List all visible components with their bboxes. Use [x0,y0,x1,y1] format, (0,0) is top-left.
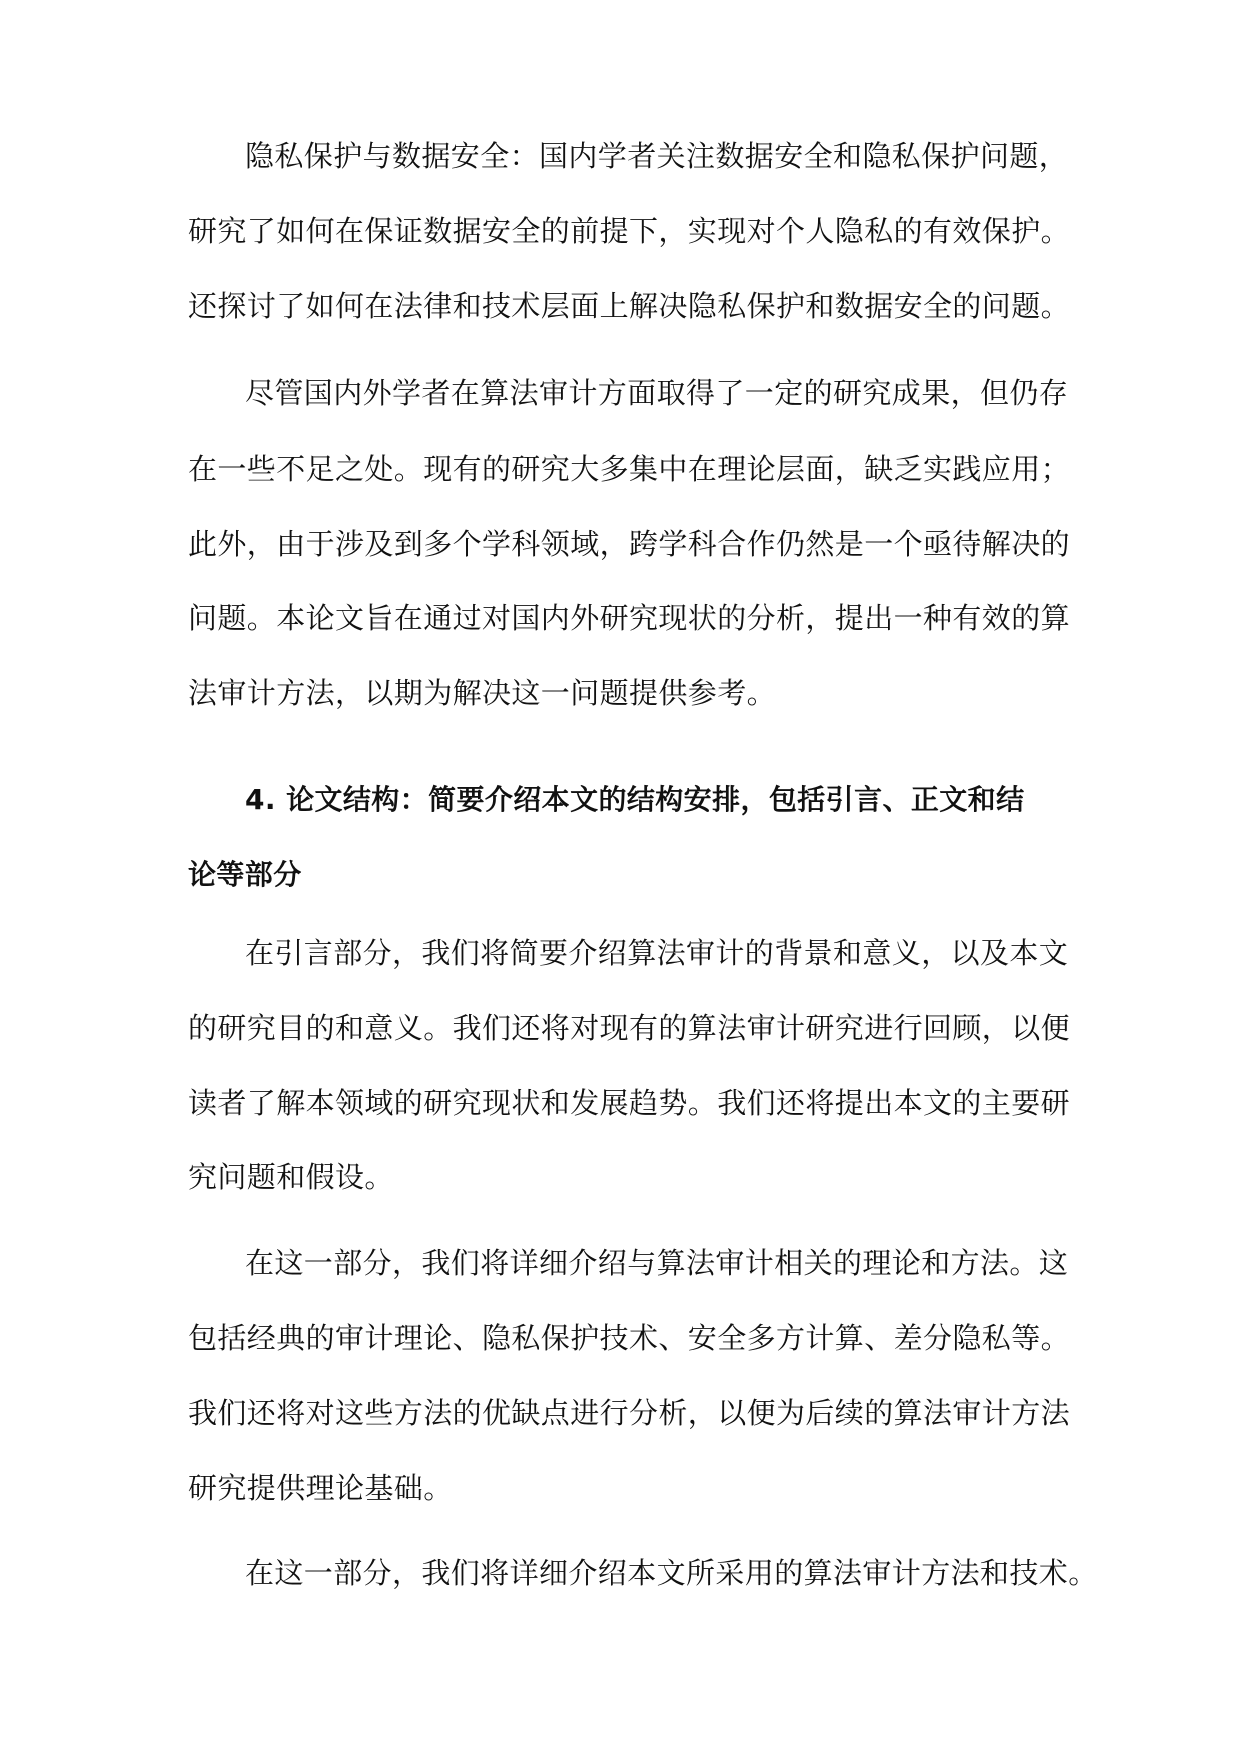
text-line: 在一些不足之处。现有的研究大多集中在理论层面，缺乏实践应用； [188,452,1071,486]
text-line: 我们还将对这些方法的优缺点进行分析，以便为后续的算法审计方法 [188,1396,1071,1430]
text-line: 还探讨了如何在法律和技术层面上解决隐私保护和数据安全的问题。 [188,289,1071,323]
text-line: 尽管国内外学者在算法审计方面取得了一定的研究成果，但仍存 [245,376,1069,410]
text-line: 在这一部分，我们将详细介绍与算法审计相关的理论和方法。这 [245,1246,1069,1280]
text-line: 包括经典的审计理论、隐私保护技术、安全多方计算、差分隐私等。 [188,1321,1071,1355]
text-line: 读者了解本领域的研究现状和发展趋势。我们还将提出本文的主要研 [188,1086,1071,1120]
heading-line: 论等部分 [188,858,302,891]
text-line: 隐私保护与数据安全：国内学者关注数据安全和隐私保护问题， [245,139,1069,173]
text-line: 在这一部分，我们将详细介绍本文所采用的算法审计方法和技术。 [245,1556,1098,1590]
heading-line: 4. 论文结构：简要介绍本文的结构安排，包括引言、正文和结 [245,783,1025,816]
text-line: 究问题和假设。 [188,1160,394,1194]
text-line: 问题。本论文旨在通过对国内外研究现状的分析，提出一种有效的算 [188,601,1071,635]
text-line: 法审计方法，以期为解决这一问题提供参考。 [188,676,777,710]
text-line: 此外，由于涉及到多个学科领域，跨学科合作仍然是一个亟待解决的 [188,527,1071,561]
text-line: 在引言部分，我们将简要介绍算法审计的背景和意义，以及本文 [245,936,1069,970]
text-line: 研究提供理论基础。 [188,1471,453,1505]
text-line: 研究了如何在保证数据安全的前提下，实现对个人隐私的有效保护。 [188,214,1071,248]
text-line: 的研究目的和意义。我们还将对现有的算法审计研究进行回顾，以便 [188,1011,1071,1045]
